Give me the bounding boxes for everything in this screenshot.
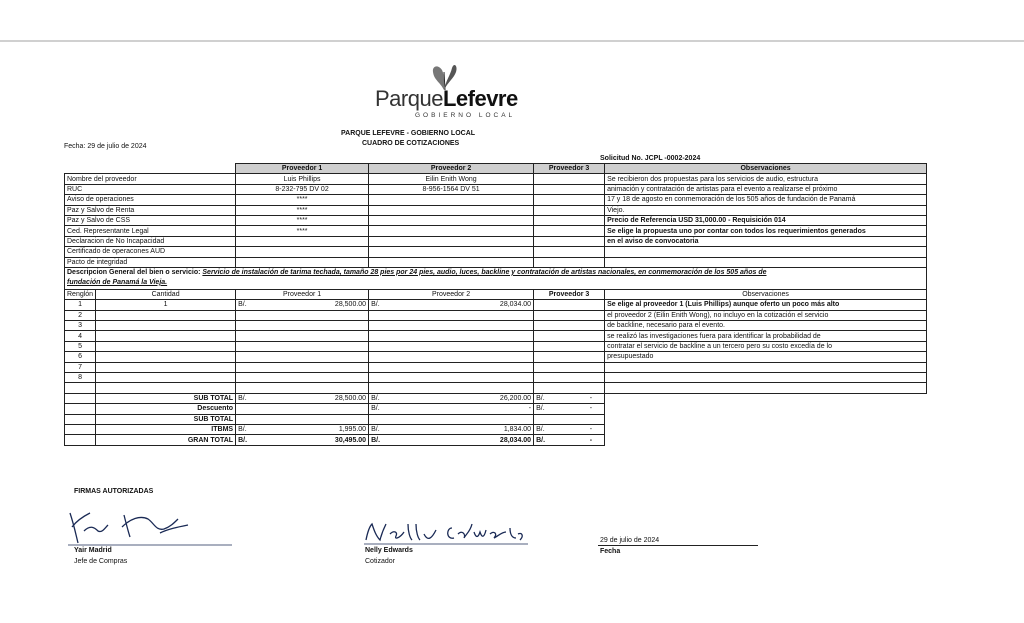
table-row <box>65 174 927 184</box>
total-p2 <box>369 435 534 445</box>
description-row <box>65 267 927 289</box>
item-number: 6 <box>65 352 96 362</box>
p1-cell: **** <box>236 205 369 215</box>
p2-cell <box>369 247 534 257</box>
item-p1 <box>236 331 369 341</box>
table-row <box>65 184 927 194</box>
item-p1 <box>236 300 369 310</box>
description-label: Descripcion General del bien o servicio: <box>67 268 201 276</box>
totals-row <box>65 424 927 434</box>
amount: - <box>589 436 593 444</box>
logo-wordmark <box>375 86 518 112</box>
signer-1-name: Yair Madrid <box>74 547 112 554</box>
amount: 28,500.00 <box>334 301 367 309</box>
currency: B/. <box>238 395 247 402</box>
item-number: 1 <box>65 300 96 310</box>
description-text-2: fundación de Panamá la Vieja. <box>67 278 168 286</box>
total-p1 <box>236 404 369 414</box>
p2-cell <box>369 215 534 225</box>
item-p2 <box>369 362 534 372</box>
currency: B/. <box>536 405 545 413</box>
amount: 30,495.00 <box>334 436 367 444</box>
spacer-row <box>65 383 927 393</box>
total-p1 <box>236 393 369 403</box>
p1-cell: 8-232-795 DV 02 <box>236 184 369 194</box>
p2-cell: Eilin Enith Wong <box>369 174 534 184</box>
logo-word-lefevre: Lefevre <box>442 86 518 111</box>
table-row <box>65 215 927 225</box>
signature-yair-madrid <box>64 505 234 547</box>
p2-cell <box>369 205 534 215</box>
page-top-rule <box>0 40 1024 42</box>
currency: B/. <box>536 426 545 434</box>
item-p1 <box>236 321 369 331</box>
item-cantidad <box>96 373 236 383</box>
col-proveedor-2: Proveedor 2 <box>369 164 534 174</box>
item-p3 <box>534 362 605 372</box>
total-p2 <box>369 424 534 434</box>
currency: B/. <box>371 426 380 434</box>
item-p3 <box>534 352 605 362</box>
total-p3 <box>534 393 605 403</box>
item-row <box>65 331 927 341</box>
p3-cell <box>534 247 605 257</box>
obs-cell: 17 y 18 de agosto en conmemoración de los 505 años de fundación de Panamá <box>605 195 927 205</box>
row-label: Paz y Salvo de CSS <box>65 215 236 225</box>
col-cantidad: Cantidad <box>96 289 236 299</box>
obs-cell: en el aviso de convocatoria <box>605 236 927 246</box>
currency: B/. <box>536 436 546 444</box>
totals-row <box>65 414 927 424</box>
item-cantidad <box>96 362 236 372</box>
p1-cell <box>236 236 369 246</box>
logo-subtitle: GOBIERNO LOCAL <box>415 112 516 119</box>
p3-cell <box>534 184 605 194</box>
date-line <box>598 545 758 546</box>
col-item-p2: Proveedor 2 <box>369 289 534 299</box>
total-p2 <box>369 404 534 414</box>
amount: - <box>589 426 593 434</box>
item-obs: de backline, necesario para el evento. <box>605 321 927 331</box>
header-row <box>65 164 927 174</box>
item-p2 <box>369 321 534 331</box>
currency: B/. <box>238 301 247 309</box>
col-item-p1: Proveedor 1 <box>236 289 369 299</box>
amount: 28,034.00 <box>499 436 532 444</box>
amount: 26,200.00 <box>499 395 532 402</box>
row-label: RUC <box>65 184 236 194</box>
item-p1 <box>236 362 369 372</box>
org-title: PARQUE LEFEVRE - GOBIERNO LOCAL <box>341 130 476 137</box>
item-p3 <box>534 331 605 341</box>
item-row <box>65 321 927 331</box>
totals-row <box>65 404 927 414</box>
signer-2-role: Cotizador <box>365 558 395 565</box>
item-cantidad: 1 <box>96 300 236 310</box>
p1-cell: **** <box>236 195 369 205</box>
item-row <box>65 352 927 362</box>
totals-label: ITBMS <box>96 424 236 434</box>
table-row <box>65 236 927 246</box>
p1-cell: Luis Phillips <box>236 174 369 184</box>
p2-cell: 8-956-1564 DV 51 <box>369 184 534 194</box>
col-proveedor-1: Proveedor 1 <box>236 164 369 174</box>
p1-cell <box>236 247 369 257</box>
item-obs <box>605 373 927 383</box>
signature-date: 29 de julio de 2024 <box>600 537 660 544</box>
row-label: Pacto de integridad <box>65 257 236 267</box>
row-label: Certificado de operacones AUD <box>65 247 236 257</box>
item-p2 <box>369 331 534 341</box>
amount: - <box>589 395 593 402</box>
item-number: 3 <box>65 321 96 331</box>
item-p2 <box>369 300 534 310</box>
row-label: Paz y Salvo de Renta <box>65 205 236 215</box>
obs-cell: animación y contratación de artistas para el evento a realizarse el próximo <box>605 184 927 194</box>
total-p3 <box>534 414 605 424</box>
item-p3 <box>534 341 605 351</box>
firmas-title: FIRMAS AUTORIZADAS <box>74 488 154 495</box>
item-cantidad <box>96 321 236 331</box>
row-label: Aviso de operaciones <box>65 195 236 205</box>
p1-cell: **** <box>236 215 369 225</box>
solicitud-number: Solicitud No. JCPL -0002-2024 <box>600 155 701 162</box>
obs-cell <box>605 247 927 257</box>
total-p2 <box>369 414 534 424</box>
item-number: 7 <box>65 362 96 372</box>
item-cantidad <box>96 331 236 341</box>
currency: B/. <box>238 436 248 444</box>
amount: 28,500.00 <box>334 395 367 402</box>
item-number: 4 <box>65 331 96 341</box>
currency: B/. <box>238 426 247 434</box>
total-p2 <box>369 393 534 403</box>
col-observaciones: Observaciones <box>605 164 927 174</box>
item-p3 <box>534 300 605 310</box>
p2-cell <box>369 195 534 205</box>
item-obs: presupuestado <box>605 352 927 362</box>
p2-cell <box>369 257 534 267</box>
row-label: Ced. Representante Legal <box>65 226 236 236</box>
total-p3 <box>534 424 605 434</box>
item-p3 <box>534 321 605 331</box>
description-text: Servicio de instalación de tarima techada, tamaño 28 pies por 24 pies, audio, luces, backline y contratación de artistas nacionales, en conmemoración de los 505 años de <box>202 268 767 276</box>
p2-cell <box>369 226 534 236</box>
logo-word-parque: Parque <box>375 86 443 111</box>
p3-cell <box>534 174 605 184</box>
col-item-p3: Proveedor 3 <box>534 289 605 299</box>
p3-cell <box>534 236 605 246</box>
doc-title: CUADRO DE COTIZACIONES <box>362 140 460 147</box>
obs-cell: Precio de Referencia USD 31,000.00 - Requisición 014 <box>605 215 927 225</box>
obs-cell: Se recibieron dos propuestas para los servicios de audio, estructura <box>605 174 927 184</box>
currency: B/. <box>371 436 381 444</box>
obs-cell: Viejo. <box>605 205 927 215</box>
item-row <box>65 310 927 320</box>
total-p1 <box>236 414 369 424</box>
item-p2 <box>369 352 534 362</box>
item-p2 <box>369 373 534 383</box>
item-number: 8 <box>65 373 96 383</box>
p3-cell <box>534 257 605 267</box>
amount: - <box>528 405 532 413</box>
item-cantidad <box>96 341 236 351</box>
item-p1 <box>236 310 369 320</box>
table-row <box>65 205 927 215</box>
table-row <box>65 257 927 267</box>
amount: - <box>589 405 593 413</box>
item-p1 <box>236 341 369 351</box>
row-label: Nombre del proveedor <box>65 174 236 184</box>
col-renglon: Renglón <box>65 289 96 299</box>
cotizaciones-table <box>64 163 927 446</box>
p3-cell <box>534 205 605 215</box>
p3-cell <box>534 195 605 205</box>
item-row <box>65 341 927 351</box>
total-p3 <box>534 404 605 414</box>
item-obs <box>605 362 927 372</box>
item-obs: Se elige al proveedor 1 (Luis Phillips) aunque oferto un poco más alto <box>605 300 927 310</box>
item-number: 2 <box>65 310 96 320</box>
signer-2-name: Nelly Edwards <box>365 547 413 554</box>
items-header-row <box>65 289 927 299</box>
item-obs: el proveedor 2 (Eilin Enith Wong), no incluyo en la cotización el servicio <box>605 310 927 320</box>
total-p1 <box>236 435 369 445</box>
col-item-obs: Observaciones <box>605 289 927 299</box>
total-p3 <box>534 435 605 445</box>
item-p3 <box>534 373 605 383</box>
totals-label: SUB TOTAL <box>96 393 236 403</box>
signer-1-role: Jefe de Compras <box>74 558 128 565</box>
amount: 1,995.00 <box>338 426 367 434</box>
currency: B/. <box>371 405 380 413</box>
item-p3 <box>534 310 605 320</box>
table-row <box>65 226 927 236</box>
obs-cell: Se elige la propuesta uno por contar con todos los requerimientos generados <box>605 226 927 236</box>
p3-cell <box>534 215 605 225</box>
item-obs: contratar el servicio de backline a un tercero pero su costo excedía de lo <box>605 341 927 351</box>
p2-cell <box>369 236 534 246</box>
totals-row <box>65 435 927 445</box>
table-row <box>65 247 927 257</box>
item-cantidad <box>96 352 236 362</box>
amount: 28,034.00 <box>499 301 532 309</box>
totals-label: Descuento <box>96 404 236 414</box>
item-number: 5 <box>65 341 96 351</box>
fecha-text: Fecha: 29 de julio de 2024 <box>64 143 147 150</box>
signature-nelly-edwards <box>360 520 530 548</box>
row-label: Declaracion de No Incapacidad <box>65 236 236 246</box>
p1-cell: **** <box>236 226 369 236</box>
p3-cell <box>534 226 605 236</box>
item-obs: se realizó las investigaciones fuera para identificar la probabilidad de <box>605 331 927 341</box>
currency: B/. <box>536 395 545 402</box>
item-p1 <box>236 352 369 362</box>
totals-row <box>65 393 927 403</box>
item-row <box>65 300 927 310</box>
total-p1 <box>236 424 369 434</box>
obs-cell <box>605 257 927 267</box>
totals-label: GRAN TOTAL <box>96 435 236 445</box>
currency: B/. <box>371 301 380 309</box>
col-proveedor-3: Proveedor 3 <box>534 164 605 174</box>
item-p1 <box>236 373 369 383</box>
amount: 1,834.00 <box>503 426 532 434</box>
item-row <box>65 373 927 383</box>
item-p2 <box>369 310 534 320</box>
table-row <box>65 195 927 205</box>
p1-cell <box>236 257 369 267</box>
item-row <box>65 362 927 372</box>
item-cantidad <box>96 310 236 320</box>
date-label: Fecha <box>600 548 621 555</box>
item-p2 <box>369 341 534 351</box>
currency: B/. <box>371 395 380 402</box>
totals-label: SUB TOTAL <box>96 414 236 424</box>
